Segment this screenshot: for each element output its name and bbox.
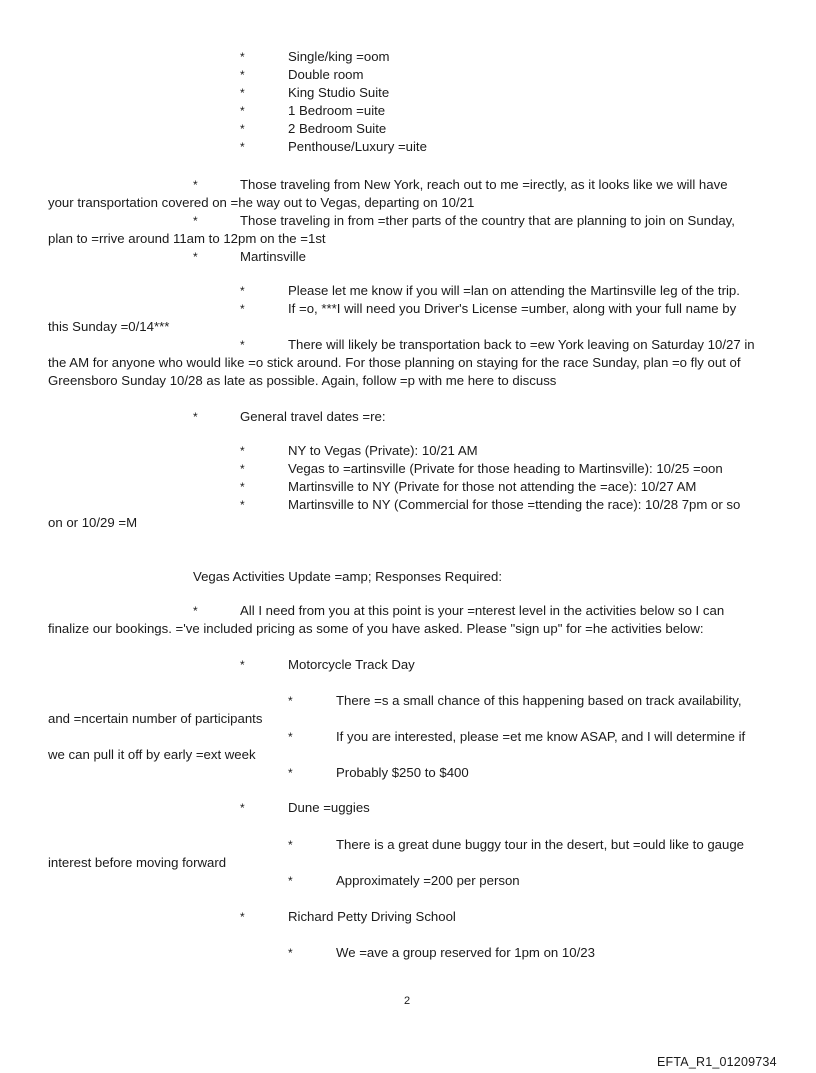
bullet: * bbox=[240, 658, 245, 672]
travel-dates-heading: General travel dates =re: bbox=[240, 409, 386, 424]
martinsville-transport-text-cont: Greensboro Sunday 10/28 as late as possible. Again, follow =p with me here to discuss bbox=[48, 373, 557, 388]
motorcycle-chance-text: There =s a small chance of this happening based on track availability, bbox=[336, 693, 742, 708]
room-type-item: 1 Bedroom =uite bbox=[288, 103, 386, 118]
bullet: * bbox=[240, 50, 245, 64]
bullet: * bbox=[288, 874, 293, 888]
bullet: * bbox=[240, 302, 245, 316]
travel-ny-text: Those traveling from New York, reach out to me =irectly, as it looks like we will have bbox=[240, 177, 728, 192]
petty-group-text: We =ave a group reserved for 1pm on 10/23 bbox=[336, 945, 595, 960]
room-type-item: Double room bbox=[288, 67, 364, 82]
bullet: * bbox=[240, 444, 245, 458]
travel-other-text-cont: plan to =rrive around 11am to 12pm on the =1st bbox=[48, 231, 326, 246]
dune-tour-text: There is a great dune buggy tour in the desert, but =ould like to gauge bbox=[336, 837, 744, 852]
martinsville-transport-text-cont: the AM for anyone who would like =o stick around. For those planning on staying for the race Sunday, plan =o fly out of bbox=[48, 355, 741, 370]
travel-date-item: Martinsville to NY (Private for those not attending the =ace): 10/27 AM bbox=[288, 479, 697, 494]
room-type-item: Single/king =oom bbox=[288, 49, 390, 64]
travel-date-item: NY to Vegas (Private): 10/21 AM bbox=[288, 443, 478, 458]
bullet: * bbox=[240, 498, 245, 512]
martinsville-attend-text: Please let me know if you will =lan on attending the Martinsville leg of the trip. bbox=[288, 283, 740, 298]
dune-price-text: Approximately =200 per person bbox=[336, 873, 520, 888]
page-number: 2 bbox=[404, 995, 411, 1007]
bullet: * bbox=[240, 86, 245, 100]
vegas-intro-text-cont: finalize our bookings. ='ve included pricing as some of you have asked. Please "sign up" for =he activities below: bbox=[48, 621, 704, 636]
bullet: * bbox=[240, 68, 245, 82]
bullet: * bbox=[240, 910, 245, 924]
room-type-item: King Studio Suite bbox=[288, 85, 390, 100]
activity-petty-title: Richard Petty Driving School bbox=[288, 909, 456, 924]
activity-dune-title: Dune =uggies bbox=[288, 800, 370, 815]
travel-date-item-cont: on or 10/29 =M bbox=[48, 515, 138, 530]
motorcycle-interest-text-cont: we can pull it off by early =ext week bbox=[48, 747, 256, 762]
vegas-activities-heading: Vegas Activities Update =amp; Responses Required: bbox=[193, 569, 502, 584]
bullet: * bbox=[240, 140, 245, 154]
bullet: * bbox=[240, 338, 245, 352]
bullet: * bbox=[240, 801, 245, 815]
activity-motorcycle-title: Motorcycle Track Day bbox=[288, 657, 415, 672]
bullet: * bbox=[193, 604, 198, 618]
bullet: * bbox=[288, 838, 293, 852]
motorcycle-interest-text: If you are interested, please =et me know ASAP, and I will determine if bbox=[336, 729, 746, 744]
bullet: * bbox=[240, 122, 245, 136]
motorcycle-price-text: Probably $250 to $400 bbox=[336, 765, 469, 780]
bullet: * bbox=[193, 178, 198, 192]
bullet: * bbox=[240, 284, 245, 298]
martinsville-heading: Martinsville bbox=[240, 249, 306, 264]
travel-other-text: Those traveling in from =ther parts of the country that are planning to join on Sunday, bbox=[240, 213, 735, 228]
room-type-item: 2 Bedroom Suite bbox=[288, 121, 387, 136]
vegas-intro-text: All I need from you at this point is your =nterest level in the activities below so I can bbox=[240, 603, 725, 618]
dune-tour-text-cont: interest before moving forward bbox=[48, 855, 227, 870]
bullet: * bbox=[193, 250, 198, 264]
room-type-item: Penthouse/Luxury =uite bbox=[288, 139, 427, 154]
martinsville-license-text: If =o, ***I will need you Driver's License =umber, along with your full name by bbox=[288, 301, 737, 316]
bullet: * bbox=[240, 462, 245, 476]
motorcycle-chance-text-cont: and =ncertain number of participants bbox=[48, 711, 263, 726]
bullet: * bbox=[288, 730, 293, 744]
bullet: * bbox=[240, 480, 245, 494]
bullet: * bbox=[193, 214, 198, 228]
bullet: * bbox=[240, 104, 245, 118]
travel-date-item: Martinsville to NY (Commercial for those =ttending the race): 10/28 7pm or so bbox=[288, 497, 741, 512]
bates-id: EFTA_R1_01209734 bbox=[657, 1055, 777, 1069]
travel-date-item: Vegas to =artinsville (Private for those heading to Martinsville): 10/25 =oon bbox=[288, 461, 723, 476]
martinsville-license-text-cont: this Sunday =0/14*** bbox=[48, 319, 170, 334]
bullet: * bbox=[288, 946, 293, 960]
bullet: * bbox=[288, 694, 293, 708]
martinsville-transport-text: There will likely be transportation back to =ew York leaving on Saturday 10/27 in bbox=[288, 337, 755, 352]
bullet: * bbox=[193, 410, 198, 424]
bullet: * bbox=[288, 766, 293, 780]
travel-ny-text-cont: your transportation covered on =he way out to Vegas, departing on 10/21 bbox=[48, 195, 475, 210]
